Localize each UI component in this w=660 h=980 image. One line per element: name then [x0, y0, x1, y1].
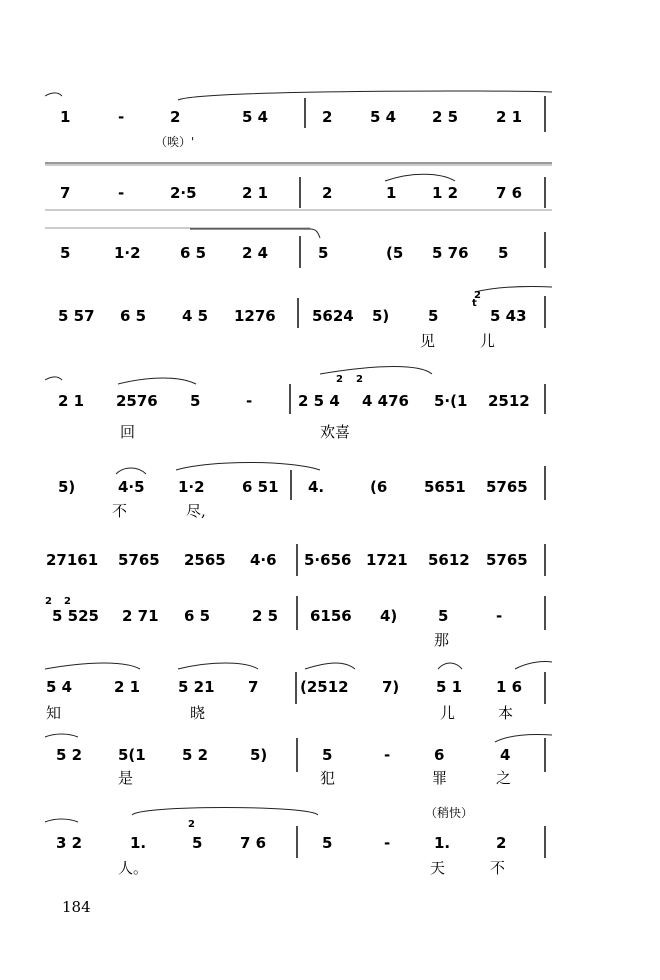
lyric-text: 是 [118, 769, 134, 787]
note-group: 4 476 [362, 392, 409, 410]
note-group: 6 5 [180, 244, 207, 262]
grace-note: 2 [474, 290, 481, 301]
note-group: 2 71 [122, 607, 159, 625]
lyric-text: 犯 [320, 769, 336, 787]
lyric-text: 人。 [118, 859, 149, 877]
slur [45, 734, 78, 737]
note-group: 2 [170, 108, 181, 126]
note-group: - [118, 108, 125, 126]
note-group: 4 5 [182, 307, 209, 325]
note-group: 7 [248, 678, 259, 696]
note-group: 5 [322, 834, 333, 852]
note-group: 2 1 [496, 108, 523, 126]
lyric-text: （唉）' [155, 135, 195, 149]
lyric-text: 回 [120, 423, 136, 441]
note-group: (5 [386, 244, 404, 262]
note-group: 2565 [184, 551, 226, 569]
note-group: 2 5 [252, 607, 279, 625]
note-group: 4 [500, 746, 511, 764]
note-group: 2512 [488, 392, 530, 410]
note-group: 5 2 [56, 746, 83, 764]
note-group: 5 21 [178, 678, 215, 696]
note-group: 1 2 [432, 184, 459, 202]
note-group: 1. [434, 834, 451, 852]
note-group: 1·2 [114, 244, 141, 262]
note-group: 5 [428, 307, 439, 325]
note-group: - [384, 834, 391, 852]
lyric-text: 不 [112, 502, 128, 520]
slur [305, 663, 355, 669]
note-group: 5624 [312, 307, 354, 325]
slur [475, 287, 552, 292]
note-group: 7 [60, 184, 71, 202]
grace-note: 2 [64, 596, 71, 607]
note-group: 6 [434, 746, 445, 764]
slur [45, 377, 62, 380]
note-group: 2 1 [114, 678, 141, 696]
note-group: 6 5 [120, 307, 147, 325]
slur [116, 468, 146, 474]
note-group: 5 [438, 607, 449, 625]
note-group: 5 57 [58, 307, 95, 325]
slur [176, 463, 320, 471]
note-group: - [246, 392, 253, 410]
slur [515, 662, 552, 669]
note-group: 5 4 [46, 678, 73, 696]
lyric-text: 那 [434, 631, 450, 649]
note-group: - [496, 607, 503, 625]
slur [118, 378, 196, 384]
slur [45, 663, 140, 669]
note-group: 1 [386, 184, 397, 202]
note-group: 1·2 [178, 478, 205, 496]
slur [385, 174, 455, 181]
note-group: (6 [370, 478, 388, 496]
note-group: 1276 [234, 307, 276, 325]
note-group: 6 5 [184, 607, 211, 625]
note-group: 5 [192, 834, 203, 852]
note-group: 5 [498, 244, 509, 262]
slur [438, 663, 462, 669]
note-group: 6 51 [242, 478, 279, 496]
note-group: 2·5 [170, 184, 197, 202]
note-group: 5(1 [118, 746, 146, 764]
slur [178, 91, 552, 100]
note-group: - [118, 184, 125, 202]
note-group: 5 43 [490, 307, 527, 325]
note-group: 5·(1 [434, 392, 468, 410]
note-group: 5 [318, 244, 329, 262]
slur [45, 819, 78, 822]
lyric-text: 尽, [186, 502, 206, 520]
grace-note: 2 [188, 819, 195, 830]
grace-note: 2 [336, 374, 343, 385]
note-group: 5) [250, 746, 268, 764]
note-group: 5765 [486, 551, 528, 569]
lyric-text: 知 [46, 704, 62, 722]
note-group: 5612 [428, 551, 470, 569]
note-group: 7) [382, 678, 400, 696]
note-group: 5) [372, 307, 390, 325]
note-group: 2 5 [432, 108, 459, 126]
note-group: 5) [58, 478, 76, 496]
note-group: 5 2 [182, 746, 209, 764]
note-group: - [384, 746, 391, 764]
note-group: 1721 [366, 551, 408, 569]
note-group: (2512 [300, 678, 349, 696]
grace-note: t [472, 298, 477, 309]
slur [320, 367, 432, 375]
note-group: 5 4 [242, 108, 269, 126]
note-group: 5 [322, 746, 333, 764]
note-group: 5 4 [370, 108, 397, 126]
slur [178, 663, 258, 669]
note-group: 5765 [118, 551, 160, 569]
note-group: 2 [496, 834, 507, 852]
note-group: 4·5 [118, 478, 145, 496]
note-group: 7 6 [240, 834, 267, 852]
note-group: 2 5 4 [298, 392, 340, 410]
note-group: 2 [322, 184, 333, 202]
note-group: 5 [190, 392, 201, 410]
note-group: 27161 [46, 551, 99, 569]
lyric-text: 见 [420, 332, 436, 350]
note-group: 5 76 [432, 244, 469, 262]
lyric-text: 不 [490, 859, 506, 877]
grace-note: 2 [45, 596, 52, 607]
note-group: 5·656 [304, 551, 352, 569]
note-group: 5 525 [52, 607, 99, 625]
grace-note: 2 [356, 374, 363, 385]
lyric-text: 晓 [190, 704, 206, 722]
slur [495, 735, 552, 742]
lyric-text: 罪 [432, 769, 448, 787]
note-group: 1 [60, 108, 71, 126]
lyric-text: 天 [430, 859, 446, 877]
note-group: 6156 [310, 607, 352, 625]
note-group: 2 4 [242, 244, 269, 262]
note-group: 4) [380, 607, 398, 625]
lyric-text: 儿 [480, 332, 496, 350]
note-group: 4·6 [250, 551, 277, 569]
note-group: 2 1 [58, 392, 85, 410]
page-number: 184 [62, 898, 91, 916]
note-group: 2 1 [242, 184, 269, 202]
note-group: 5765 [486, 478, 528, 496]
lyric-text: 之 [496, 769, 512, 787]
note-group: 2576 [116, 392, 158, 410]
note-group: 5651 [424, 478, 466, 496]
note-group: 1. [130, 834, 147, 852]
tempo-mark: （稍快） [425, 806, 474, 820]
note-group: 5 [60, 244, 71, 262]
note-group: 4. [308, 478, 325, 496]
note-group: 3 2 [56, 834, 83, 852]
note-group: 2 [322, 108, 333, 126]
note-group: 5 1 [436, 678, 463, 696]
notes-layer [46, 108, 530, 852]
lyric-text: 欢喜 [320, 423, 351, 441]
slur [45, 93, 62, 96]
slur [132, 808, 318, 816]
lyric-text: 儿 [440, 704, 456, 722]
note-group: 7 6 [496, 184, 523, 202]
note-group: 1 6 [496, 678, 523, 696]
lyric-text: 本 [498, 704, 514, 722]
